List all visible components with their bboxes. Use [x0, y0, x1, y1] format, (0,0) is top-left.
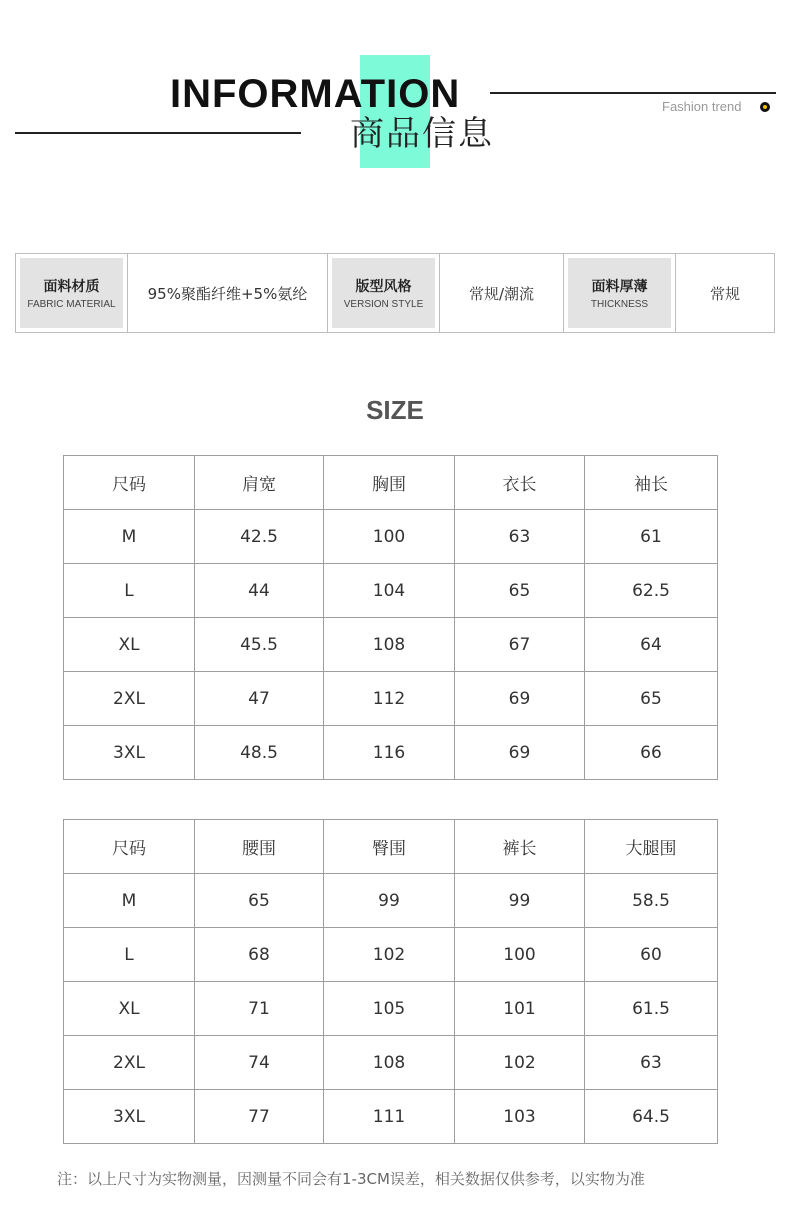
table-cell: 63 [455, 510, 585, 564]
table-cell: 65 [195, 874, 324, 928]
top-size-table [63, 455, 718, 780]
table-cell: 102 [324, 928, 455, 982]
table-cell: 65 [585, 672, 718, 726]
table-cell: L [64, 564, 195, 618]
table-cell: 99 [455, 874, 585, 928]
table-cell: 111 [324, 1090, 455, 1144]
table-cell: 62.5 [585, 564, 718, 618]
table-cell: L [64, 928, 195, 982]
table-cell: M [64, 510, 195, 564]
footnote: 注：以上尺寸为实物测量，因测量不同会有1-3CM误差，相关数据仅供参考，以实物为准 [57, 1170, 645, 1188]
table-cell: 100 [324, 510, 455, 564]
divider-right [490, 92, 776, 94]
table-cell: 3XL [64, 1090, 195, 1144]
table-cell: 103 [455, 1090, 585, 1144]
header-cell: 胸围 [324, 456, 455, 510]
table-cell: M [64, 874, 195, 928]
table-cell: 64 [585, 618, 718, 672]
fabric-label-en: FABRIC MATERIAL [27, 299, 116, 310]
header-cell: 肩宽 [195, 456, 324, 510]
table-row [64, 982, 718, 1036]
table-cell: 2XL [64, 1036, 195, 1090]
table-cell: XL [64, 982, 195, 1036]
table-cell: 64.5 [585, 1090, 718, 1144]
table-row [64, 874, 718, 928]
table-row [64, 618, 718, 672]
table-cell: 101 [455, 982, 585, 1036]
table-cell: 108 [324, 1036, 455, 1090]
tagline: Fashion trend [662, 99, 742, 114]
fabric-value: 95%聚酯纤维+5%氨纶 [128, 254, 328, 332]
table-cell: 47 [195, 672, 324, 726]
header-cell: 尺码 [64, 456, 195, 510]
table-cell: 63 [585, 1036, 718, 1090]
table-cell: 45.5 [195, 618, 324, 672]
info-table [15, 253, 775, 333]
table-row [64, 928, 718, 982]
table-cell: 42.5 [195, 510, 324, 564]
table-cell: 77 [195, 1090, 324, 1144]
bottom-size-table [63, 819, 718, 1144]
table-cell: 66 [585, 726, 718, 780]
version-label-cn: 版型风格 [355, 279, 412, 295]
table-cell: 65 [455, 564, 585, 618]
table-row [64, 510, 718, 564]
fabric-label [16, 254, 128, 332]
table-cell: 58.5 [585, 874, 718, 928]
table-cell: 69 [455, 726, 585, 780]
table-cell: 102 [455, 1036, 585, 1090]
version-label [328, 254, 440, 332]
page-title-cn: 商品信息 [350, 114, 494, 154]
size-title: SIZE [366, 395, 424, 425]
table-cell: 61 [585, 510, 718, 564]
table-cell: 100 [455, 928, 585, 982]
table-cell: 60 [585, 928, 718, 982]
table-cell: 44 [195, 564, 324, 618]
thickness-label [564, 254, 676, 332]
dot-icon [760, 102, 770, 112]
page-title-en: INFORMATION [170, 72, 461, 116]
table-cell: 104 [324, 564, 455, 618]
table-cell: 61.5 [585, 982, 718, 1036]
table-cell: 68 [195, 928, 324, 982]
table-cell: 3XL [64, 726, 195, 780]
version-label-en: VERSION STYLE [343, 299, 424, 310]
table-cell: 74 [195, 1036, 324, 1090]
table-cell: 2XL [64, 672, 195, 726]
thickness-value: 常规 [709, 284, 740, 303]
table-row [64, 1090, 718, 1144]
header-cell: 衣长 [455, 456, 585, 510]
header-cell: 臀围 [324, 820, 455, 874]
table-cell: 108 [324, 618, 455, 672]
table-cell: 48.5 [195, 726, 324, 780]
table-row [64, 672, 718, 726]
table-cell: 116 [324, 726, 455, 780]
header-cell: 尺码 [64, 820, 195, 874]
thickness-label-en: THICKNESS [590, 299, 649, 310]
version-value: 常规/潮流 [440, 254, 564, 332]
thickness-label-cn: 面料厚薄 [591, 279, 648, 295]
fabric-label-cn: 面料材质 [43, 279, 100, 295]
divider-left [15, 132, 301, 134]
table-row [64, 1036, 718, 1090]
header-cell: 大腿围 [585, 820, 718, 874]
table-row [64, 564, 718, 618]
table-cell: XL [64, 618, 195, 672]
header-cell: 袖长 [585, 456, 718, 510]
table-cell: 99 [324, 874, 455, 928]
table-header-row [64, 456, 718, 510]
table-cell: 105 [324, 982, 455, 1036]
header-cell: 裤长 [455, 820, 585, 874]
table-cell: 112 [324, 672, 455, 726]
header-cell: 腰围 [195, 820, 324, 874]
table-header-row [64, 820, 718, 874]
table-cell: 71 [195, 982, 324, 1036]
table-row [64, 726, 718, 780]
table-cell: 67 [455, 618, 585, 672]
table-cell: 69 [455, 672, 585, 726]
